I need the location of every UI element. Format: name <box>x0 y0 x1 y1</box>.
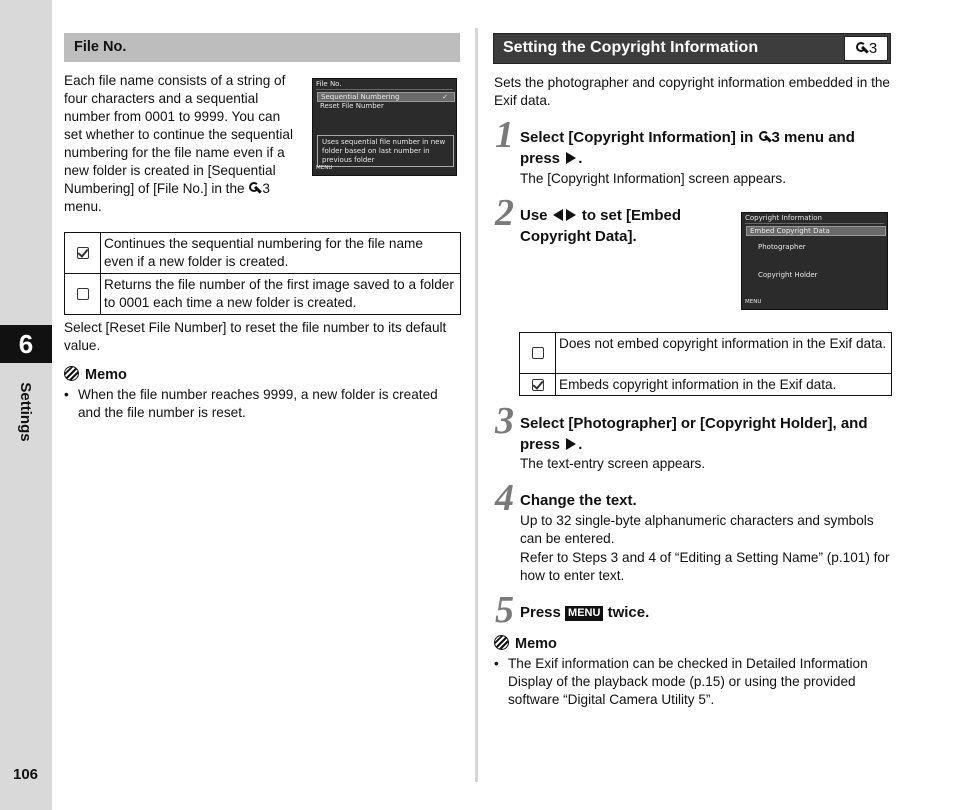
file-no-description <box>64 72 300 216</box>
step-number: 1 <box>495 114 514 156</box>
table-row <box>520 333 891 374</box>
step-text: The [Copyright Information] screen appears. <box>520 171 786 186</box>
copyright-title: Setting the Copyright Information <box>503 39 759 56</box>
memo-icon <box>494 635 509 650</box>
wrench-icon <box>248 182 261 195</box>
screen-row: Photographer <box>758 243 806 251</box>
copyright-screen <box>741 212 888 310</box>
file-no-header <box>64 33 460 62</box>
wrench-icon <box>855 42 868 55</box>
step-number: 2 <box>495 192 514 234</box>
checkbox-empty-icon <box>520 333 556 373</box>
file-no-desc-text: Each file name consists of a string of four characters and a sequential number from 0001 to 9999. You can set whether to continue the sequential numbering for the file name even if a new folder is created in [Sequential Numbering] of [File No.] in the <box>64 73 293 196</box>
step-title: Use to set [Embed Copyright Data]. <box>520 207 682 245</box>
wrench-icon <box>758 131 771 144</box>
column-divider <box>475 28 478 782</box>
right-arrow-icon <box>566 152 576 164</box>
reset-note: Select [Reset File Number] to reset the file number to its default value. <box>64 320 447 353</box>
menu-tab-tag: 3 <box>844 36 888 61</box>
table-row <box>65 233 460 274</box>
page-number: 106 <box>13 766 39 783</box>
copyright-options-table <box>519 332 892 396</box>
memo-heading: Memo <box>494 635 557 653</box>
file-no-desc-tail: 3 menu. <box>64 181 270 214</box>
copyright-header <box>493 33 891 64</box>
file-no-screen <box>312 78 457 176</box>
step-title: Change the text. <box>520 492 637 509</box>
step-text: Refer to Steps 3 and 4 of “Editing a Setting Name” (p.101) for how to enter text. <box>520 550 890 583</box>
left-arrow-icon <box>553 209 563 221</box>
step-title: Press MENU twice. <box>520 604 650 621</box>
step-title: Select [Copyright Information] in 3 menu and press . <box>520 129 855 167</box>
step-number: 4 <box>495 477 514 519</box>
file-no-title: File No. <box>74 39 127 55</box>
chapter-label-text: Settings <box>17 382 34 442</box>
screen-menu-label: MENU <box>316 165 333 171</box>
screen-title: File No. <box>316 80 453 90</box>
table-row <box>65 274 460 314</box>
table-row <box>520 374 891 395</box>
step-text: Up to 32 single-byte alphanumeric characters and symbols can be entered. <box>520 513 874 546</box>
step-text: The text-entry screen appears. <box>520 456 706 471</box>
chapter-number: 6 <box>0 325 52 363</box>
memo-icon <box>64 366 79 381</box>
option-text: Continues the sequential numbering for the file name even if a new folder is created. <box>104 236 423 269</box>
right-arrow-icon <box>566 438 576 450</box>
copyright-intro: Sets the photographer and copyright information embedded in the Exif data. <box>494 75 890 108</box>
file-no-options-table <box>64 232 461 315</box>
screen-row: Reset File Number <box>320 102 384 110</box>
screen-selected-row: Sequential Numbering ✓ <box>317 92 455 102</box>
screen-selected-row: Embed Copyright Data <box>746 226 886 236</box>
step-title: Select [Photographer] or [Copyright Holder], and press . <box>520 415 868 453</box>
option-text: Does not embed copyright information in the Exif data. <box>559 336 887 351</box>
checkbox-empty-icon <box>65 274 101 314</box>
right-arrow-icon <box>566 209 576 221</box>
option-text: Returns the file number of the first image saved to a folder to 0001 each time a new folder is created. <box>104 277 454 310</box>
screen-title: Copyright Information <box>745 214 884 224</box>
memo-heading: Memo <box>64 366 127 384</box>
menu-key-icon: MENU <box>565 606 603 621</box>
checkbox-checked-icon <box>520 374 556 395</box>
screen-row: Copyright Holder <box>758 271 818 279</box>
chapter-label <box>2 372 48 452</box>
checkbox-checked-icon <box>65 233 101 273</box>
step-number: 5 <box>495 589 514 631</box>
option-text: Embeds copyright information in the Exif data. <box>559 377 837 392</box>
step-number: 3 <box>495 400 514 442</box>
screen-menu-label: MENU <box>745 299 762 305</box>
screen-info-box: Uses sequential file number in new folder based on last number in previous folder <box>317 135 454 167</box>
